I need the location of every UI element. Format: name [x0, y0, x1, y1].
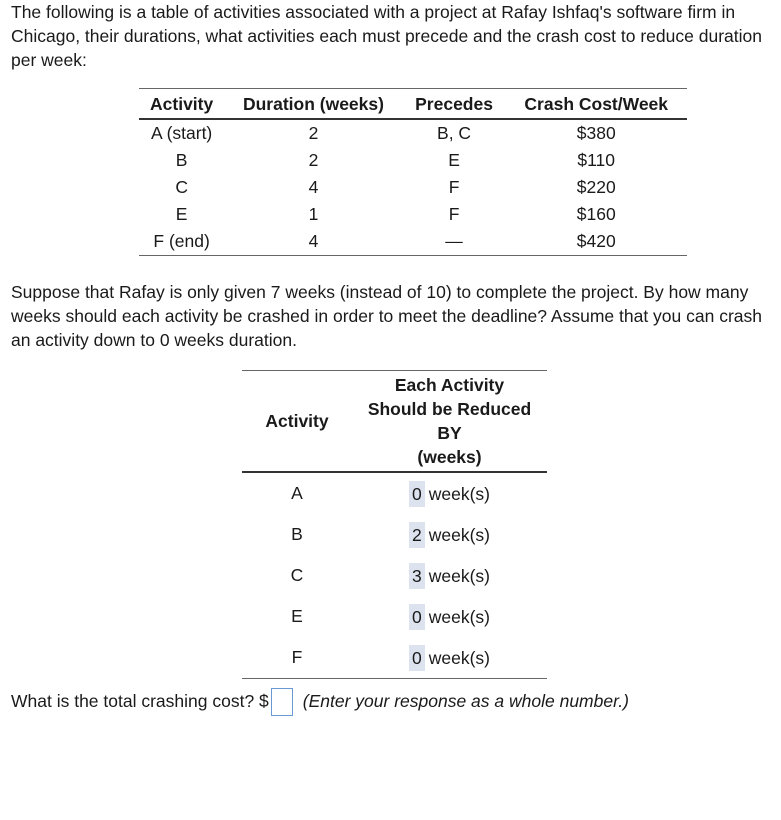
- cell-activity: C: [290, 565, 304, 585]
- unit-label: week(s): [428, 524, 490, 545]
- table-row: [139, 228, 687, 256]
- cell-precedes: —: [403, 228, 506, 256]
- unit-label: week(s): [428, 483, 490, 504]
- total-cost-question: [11, 688, 629, 716]
- cell-activity: A (start): [151, 123, 213, 143]
- table1-top-rule: [139, 88, 687, 89]
- cell-activity: E: [175, 204, 188, 224]
- activity-table: [139, 90, 687, 256]
- cell-duration: 1: [308, 204, 319, 224]
- header-reduce-by: [352, 371, 547, 473]
- table-row: [242, 596, 547, 637]
- answer-value[interactable]: 0: [409, 604, 425, 630]
- table-row: [139, 201, 687, 228]
- answer-cell: [352, 555, 547, 596]
- answer-cell: [352, 472, 547, 514]
- question-paragraph: Suppose that Rafay is only given 7 weeks (instead of 10) to complete the project. By how many weeks should each activity be crashed in order to meet the deadline? Assume that you can crash an activity down to 0 weeks duration.: [11, 282, 762, 350]
- unit-label: week(s): [428, 606, 490, 627]
- unit-label: week(s): [428, 647, 490, 668]
- table-row: [242, 637, 547, 679]
- cell-duration: 2: [308, 150, 319, 170]
- header-crash-cost: Crash Cost/Week: [505, 90, 687, 119]
- input-hint: (Enter your response as a whole number.): [302, 691, 629, 711]
- answer-cell: [352, 514, 547, 555]
- cell-activity: E: [291, 606, 303, 626]
- header-reduce-line: Each Activity: [394, 375, 505, 395]
- cell-activity: B: [175, 150, 188, 170]
- header-precedes: Precedes: [403, 90, 506, 119]
- table-row: [242, 514, 547, 555]
- crash-table-container: [242, 370, 547, 679]
- cell-crash-cost: $420: [505, 228, 687, 256]
- total-cost-input[interactable]: [271, 688, 293, 716]
- cell-activity: B: [291, 524, 303, 544]
- question-text: What is the total crashing cost? $: [11, 691, 269, 711]
- header-activity: Activity: [242, 371, 352, 473]
- crash-table: [242, 370, 547, 679]
- intro-text: The following is a table of activities associated with a project at Rafay Ishfaq's software firm in Chicago, their durations, what activities each must precede and the crash cost to reduce duration per week:: [11, 2, 762, 70]
- cell-precedes: E: [448, 150, 460, 170]
- header-reduce-line: Should be Reduced: [367, 399, 532, 419]
- cell-duration: 4: [308, 177, 319, 197]
- cell-crash-cost: $160: [576, 204, 616, 224]
- cell-activity: F: [242, 637, 352, 679]
- cell-activity: F (end): [139, 228, 224, 256]
- header-reduce-line: BY: [437, 423, 462, 443]
- answer-cell: [352, 596, 547, 637]
- table-row: [139, 119, 687, 147]
- cell-activity: C: [175, 177, 188, 197]
- unit-label: week(s): [428, 565, 490, 586]
- activity-table-header: [139, 90, 687, 119]
- cell-precedes: B, C: [437, 123, 472, 143]
- cell-duration: 4: [224, 228, 402, 256]
- cell-crash-cost: $380: [576, 123, 616, 143]
- header-activity: Activity: [139, 90, 224, 119]
- header-reduce-line: (weeks): [417, 447, 482, 467]
- table-row: [139, 174, 687, 201]
- cell-crash-cost: $110: [577, 150, 616, 170]
- answer-value[interactable]: 0: [409, 481, 425, 507]
- table-row: [242, 555, 547, 596]
- cell-duration: 2: [308, 123, 319, 143]
- cell-precedes: F: [448, 177, 460, 197]
- answer-value[interactable]: 3: [409, 563, 425, 589]
- answer-cell: [352, 637, 547, 679]
- answer-value[interactable]: 2: [409, 522, 425, 548]
- answer-value[interactable]: 0: [409, 645, 425, 671]
- crash-table-header: [242, 371, 547, 473]
- cell-activity: A: [291, 483, 303, 503]
- cell-crash-cost: $220: [576, 177, 616, 197]
- cell-precedes: F: [448, 204, 460, 224]
- header-duration: Duration (weeks): [224, 90, 402, 119]
- table-row: [242, 472, 547, 514]
- table-row: [139, 147, 687, 174]
